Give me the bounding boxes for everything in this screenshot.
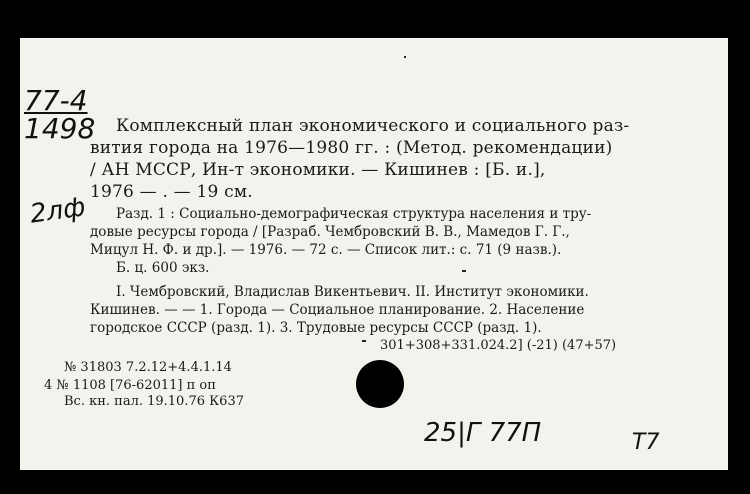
registry-line-3: Вс. кн. пал. 19.10.76 К637 <box>64 394 244 409</box>
speck-dot <box>362 340 366 342</box>
registry-line-2: 4 № 1108 [76-62011] п оп <box>44 378 216 393</box>
handwritten-bottom-code: 25|Г 77П <box>424 418 542 448</box>
title-line-3: / АН МССР, Ин-т экономики. — Кишинев : [Б. и.], <box>90 160 546 180</box>
title-line-1: Комплексный план экономического и социального раз- <box>116 116 630 136</box>
section-line-1: Разд. 1 : Социально-демографическая структура населения и тру- <box>116 206 592 222</box>
tracing-line-1: I. Чембровский, Владислав Викентьевич. II. Институт экономики. <box>116 284 589 300</box>
handwritten-shelf-bottom: 1498 <box>24 112 96 145</box>
speck-dot <box>404 56 406 58</box>
section-line-3: Мицул Н. Ф. и др.]. — 1976. — 72 с. — Список лит.: с. 71 (9 назв.). <box>90 242 562 258</box>
title-line-2: вития города на 1976—1980 гг. : (Метод. рекомендации) <box>90 138 613 158</box>
handwritten-margin-note: 2лф <box>28 192 88 230</box>
speck-dot <box>462 270 466 272</box>
registry-line-1: № 31803 7.2.12+4.4.1.14 <box>64 360 232 375</box>
section-line-4: Б. ц. 600 экз. <box>116 260 210 276</box>
tracing-line-2: Кишинев. — — 1. Города — Социальное планирование. 2. Население <box>90 302 585 318</box>
catalog-card <box>20 38 728 470</box>
classification-code: 301+308+331.024.2] (-21) (47+57) <box>380 338 617 353</box>
punch-hole <box>356 360 404 408</box>
handwritten-corner-code: Т7 <box>632 430 660 455</box>
tracing-line-3: городское СССР (разд. 1). 3. Трудовые ресурсы СССР (разд. 1). <box>90 320 542 336</box>
title-line-4: 1976 — . — 19 см. <box>90 182 253 202</box>
handwritten-shelf-top: 77-4 <box>24 84 88 117</box>
section-line-2: довые ресурсы города / [Разраб. Чембровский В. В., Мамедов Г. Г., <box>90 224 570 240</box>
